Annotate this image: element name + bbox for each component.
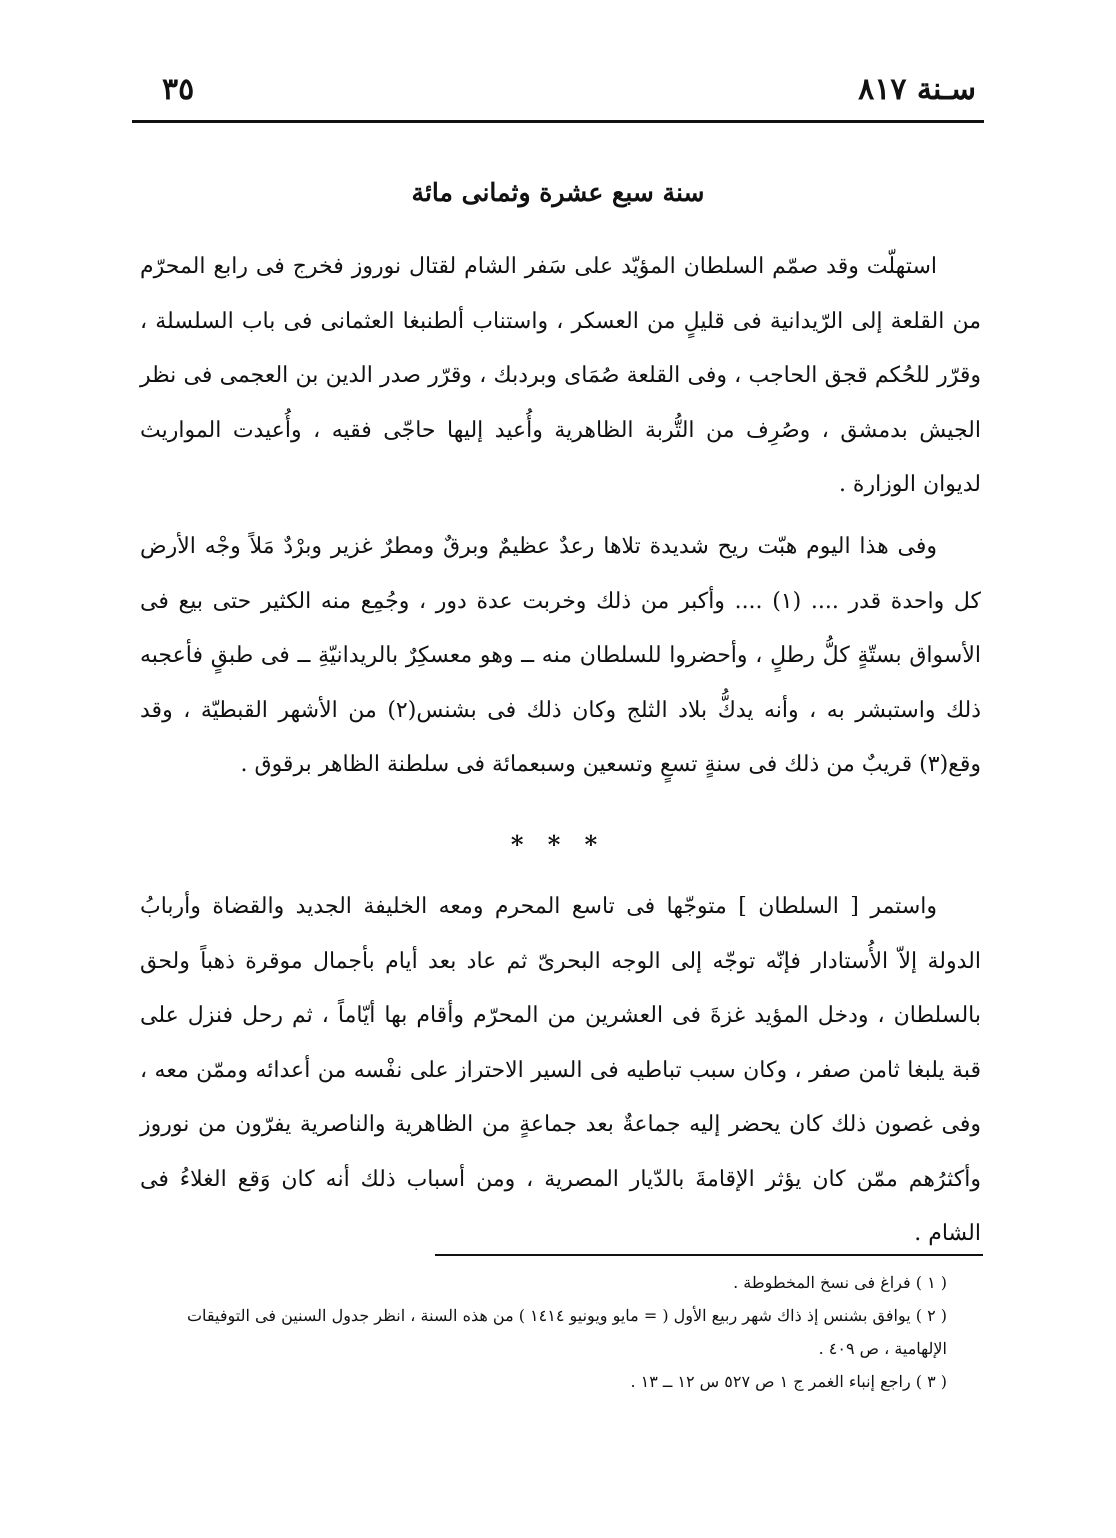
running-head-year: سـنة ٨١٧	[858, 72, 976, 107]
header-rule	[132, 120, 984, 123]
page-number: ٣٥	[162, 72, 195, 107]
footnote-3: ( ٣ ) راجع إنباء الغمر ج ١ ص ٥٢٧ س ١٢ ــ ١٣ .	[630, 1372, 947, 1391]
paragraph-3	[140, 880, 981, 1262]
section-separator: * * *	[510, 830, 606, 859]
footnote-rule	[435, 1254, 983, 1256]
footnote-1: ( ١ ) فراغ فى نسخ المخطوطة .	[733, 1273, 947, 1292]
footnote-2: ( ٢ ) يوافق بشنس إذ ذاك شهر ربيع الأول ( = مايو ويونيو ١٤١٤ ) من هذه السنة ، انظر جدول السنين فى التوفيقات الإلهامية ، ص ٤٠٩ .	[186, 1306, 947, 1358]
page-header	[132, 62, 984, 120]
paragraph-text: واستمر [ السلطان ] متوجّها فى تاسع المحرم ومعه الخليفة الجديد والقضاة وأربابُ الدولة إلاّ الأُستادار فإنّه توجّه إلى الوجه البحرىّ ثم عاد بعد أيام بأجمال موقرة ذهباً ولحق بالسلطان ، ودخل المؤيد غزةَ فى العشرين من المحرّم وأقام بها أيّاماً ، ثم رحل فنزل على قبة يلبغا ثامن صفر ، وكان سبب تباطيه فى السير الاحتراز على نفْسه من أعدائه وممّن معه ، وفى غصون ذلك كان يحضر إليه جماعةٌ بعد جماعةٍ من الظاهرية والناصرية يفرّون من نوروز وأكثرُهم ممّن كان يؤثر الإقامةَ بالدّيار المصرية ، ومن أسباب ذلك أنه كان وَقع الغلاءُ فى الشام .	[140, 894, 982, 1246]
footnotes	[135, 1266, 981, 1398]
section-title: سنة سبع عشرة وثمانى مائة	[411, 178, 705, 207]
paragraph-text: استهلّت وقد صمّم السلطان المؤيّد على سَفر الشام لقتال نوروز فخرج فى رابع المحرّم من القلعة إلى الرّيدانية فى قليلٍ من العسكر ، واستناب ألطنبغا العثمانى فى باب السلسلة ، وقرّر للحُكم قجق الحاجب ، وفى القلعة صُمَاى وبردبك ، وقرّر صدر الدين بن العجمى فى نظر الجيش بدمشق ، وصُرِف من التُّربة الظاهرية وأُعيد إليها حاجّى فقيه ، وأُعيدت المواريث لديوان الوزارة .	[140, 254, 982, 497]
paragraph-1	[140, 240, 981, 513]
paragraph-text: وفى هذا اليوم هبّت ريح شديدة تلاها رعدٌ عظيمٌ وبرقٌ ومطرٌ غزير وبرْدٌ مَلاً وجْه الأرض كل واحدة قدر .... (١) .... وأكبر من ذلك وخربت عدة دور ، وجُمِع منه الكثير حتى بيع فى الأسواق بستّةٍ كلُّ رطلٍ ، وأحضروا للسلطان منه ــ وهو معسكِرٌ بالريدانيّةِ ــ فى طبقٍ فأعجبه ذلك واستبشر به ، وأنه يدكُّ بلاد الثلج وكان ذلك فى بشنس(٢) من الأشهر القبطيّة ، وقد وقع(٣) قريبٌ من ذلك فى سنةٍ تسعٍ وتسعين وسبعمائة فى سلطنة الظاهر برقوق .	[140, 534, 981, 777]
paragraph-2	[140, 520, 981, 793]
